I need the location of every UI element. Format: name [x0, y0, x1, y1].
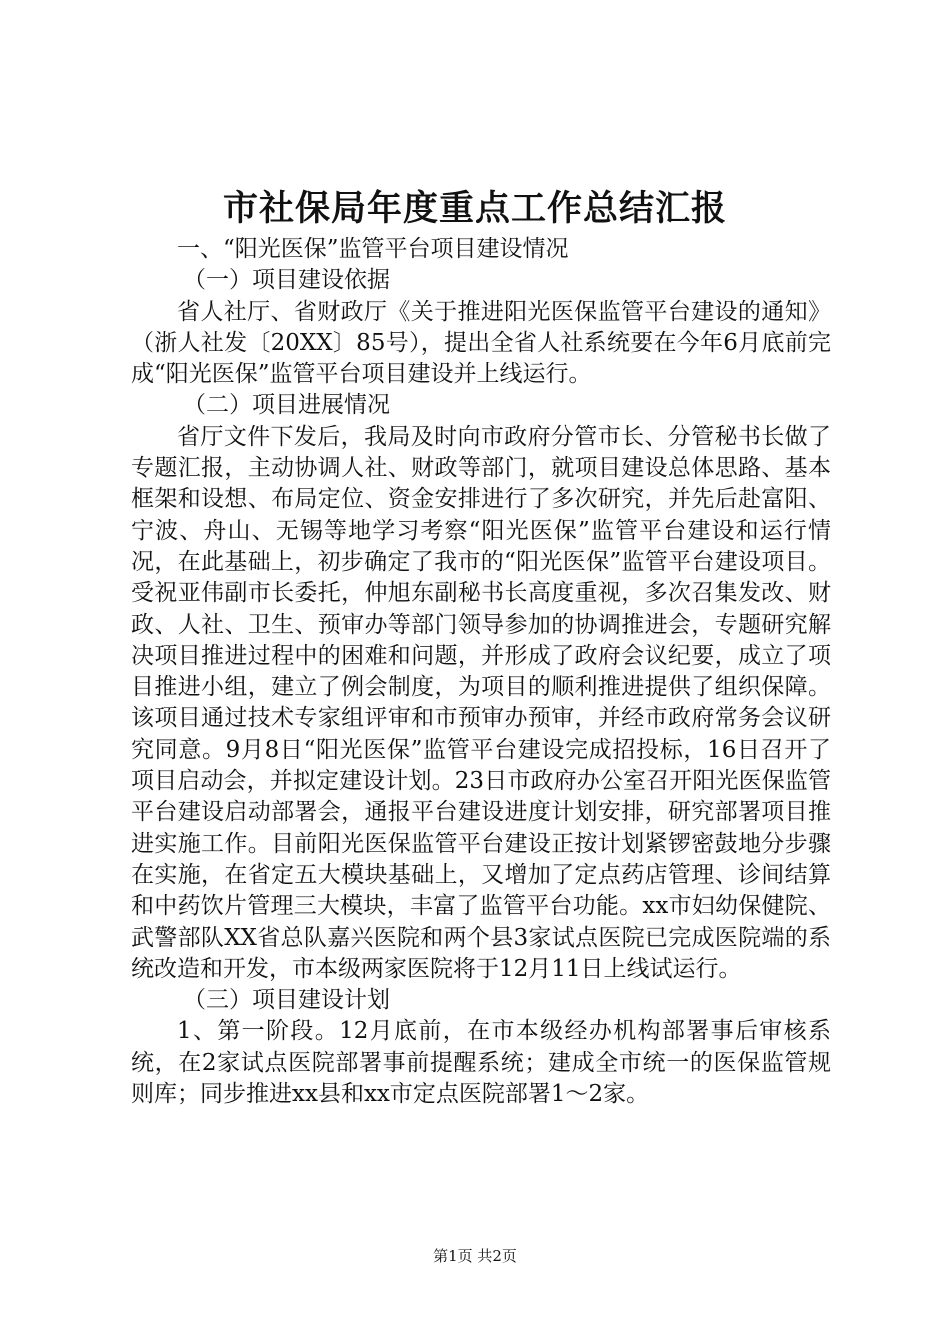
paragraph-progress: 省厅文件下发后，我局及时向市政府分管市长、分管秘书长做了专题汇报，主动协调人社、财政等部门，就项目建设总体思路、基本框架和设想、布局定位、资金安排进行了多次研究，并先后赴富阳、宁波、舟山、无锡等地学习考察“阳光医保”监管平台建设和运行情况，在此基础上，初步确定了我市的“阳光医保”监管平台建设项目。受祝亚伟副市长委托，仲旭东副秘书长高度重视，多次召集发改、财政、人社、卫生、预审办等部门领导参加的协调推进会，专题研究解决项目推进过程中的困难和问题，并形成了政府会议纪要，成立了项目推进小组，建立了例会制度，为项目的顺利推进提供了组织保障。该项目通过技术专家组评审和市预审办预审，并经市政府常务会议研究同意。9月8日“阳光医保”监管平台建设完成招投标，16日召开了项目启动会，并拟定建设计划。23日市政府办公室召开阳光医保监管平台建设启动部署会，通报平台建设进度计划安排，研究部署项目推进实施工作。目前阳光医保监管平台建设正按计划紧锣密鼓地分步骤在实施，在省定五大模块基础上，又增加了定点药店管理、诊间结算和中药饮片管理三大模块，丰富了监管平台功能。xx市妇幼保健院、武警部队XX省总队嘉兴医院和两个县3家试点医院已完成医院端的系统改造和开发，市本级两家医院将于12月11日上线试运行。 [131, 423, 831, 982]
subsection-heading-plan: （三）项目建设计划 [183, 987, 390, 1014]
document-title: 市社保局年度重点工作总结汇报 [222, 188, 727, 229]
subsection-heading-basis: （一）项目建设依据 [183, 267, 390, 294]
subsection-heading-progress: （二）项目进展情况 [183, 392, 390, 419]
page-footer: 第1页 共2页 [433, 1247, 517, 1265]
paragraph-basis: 省人社厅、省财政厅《关于推进阳光医保监管平台建设的通知》（浙人社发〔20XX〕85号），提出全省人社系统要在今年6月底前完成“阳光医保”监管平台项目建设并上线运行。 [131, 298, 831, 388]
paragraph-plan-stage-1: 1、第一阶段。12月底前，在市本级经办机构部署事后审核系统，在2家试点医院部署事前提醒系统；建成全市统一的医保监管规则库；同步推进xx县和xx市定点医院部署1～2家。 [131, 1018, 831, 1108]
section-heading-1: 一、“阳光医保”监管平台项目建设情况 [177, 236, 569, 262]
document-body [131, 234, 831, 1110]
